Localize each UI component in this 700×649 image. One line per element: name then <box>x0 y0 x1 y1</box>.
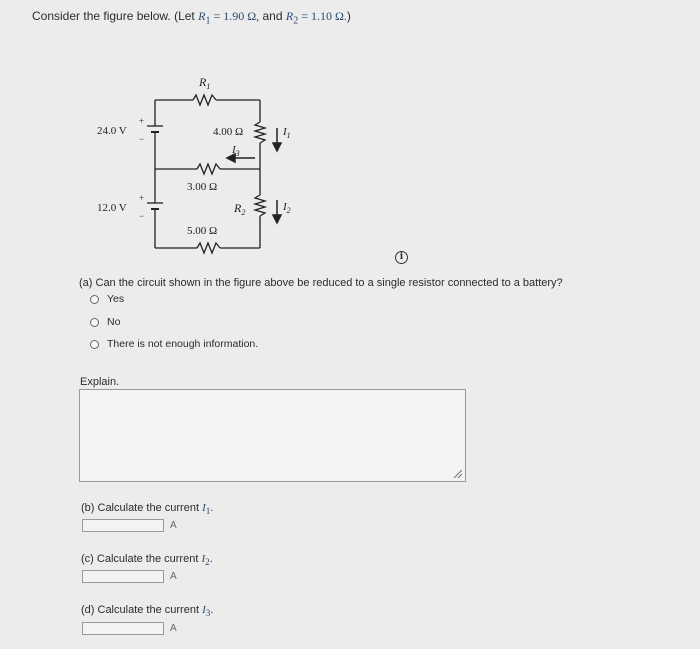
option-yes[interactable] <box>90 293 124 305</box>
resistor-300-label: 3.00 Ω <box>187 181 218 193</box>
intro-and: and <box>259 9 286 23</box>
intro-lead: Consider the figure below. (Let <box>32 9 199 23</box>
r2-value: = 1.10 Ω. <box>298 9 347 23</box>
r1-symbol: $R_1$ <box>198 9 211 27</box>
radio-no[interactable] <box>90 318 99 327</box>
info-icon[interactable]: i <box>395 251 408 264</box>
option-yes-label: Yes <box>107 293 125 305</box>
intro-tail: ) <box>346 9 351 23</box>
option-not-enough-info-label: There is not enough information. <box>107 338 259 350</box>
i3-label: $I_3$ <box>232 144 240 158</box>
resistor-400-label: 4.00 Ω <box>213 126 244 138</box>
option-no[interactable] <box>90 316 120 328</box>
part-d-unit: A <box>170 623 177 634</box>
option-not-enough-info[interactable] <box>90 338 258 350</box>
resistor-300 <box>197 164 220 174</box>
part-d-question: (d) Calculate the current $I_3$. <box>81 604 214 619</box>
explain-textarea[interactable] <box>79 389 466 482</box>
battery1-plus: + <box>139 116 145 126</box>
explain-label: Explain. <box>80 376 120 388</box>
part-c-unit: A <box>170 571 177 582</box>
resistor-500-label: 5.00 Ω <box>187 225 218 237</box>
r2-label: $R_2$ <box>234 201 246 217</box>
part-a-question: (a) Can the circuit shown in the figure above be reduced to a single resistor connected to a battery? <box>79 277 563 289</box>
problem-statement <box>32 9 351 26</box>
part-c-question: (c) Calculate the current $I_2$. <box>81 553 213 568</box>
r1-label: $R_1$ <box>199 75 211 91</box>
battery2-minus: − <box>139 211 145 221</box>
resistor-400 <box>255 122 265 143</box>
r2-resistor <box>255 195 265 216</box>
circuit-diagram <box>95 70 305 260</box>
part-b-unit: A <box>170 520 177 531</box>
radio-yes[interactable] <box>90 295 99 304</box>
part-b-answer-input[interactable] <box>82 519 164 532</box>
i1-label: $I_1$ <box>283 126 291 140</box>
part-b-question: (b) Calculate the current $I_1$. <box>81 502 214 517</box>
part-d-answer-input[interactable] <box>82 622 164 635</box>
resize-grip-icon[interactable] <box>454 470 462 478</box>
battery1-label: 24.0 V <box>97 125 127 137</box>
battery1-minus: − <box>139 134 145 144</box>
r2-symbol: $R_2$ <box>285 9 299 27</box>
part-c-answer-input[interactable] <box>82 570 164 583</box>
battery2-plus: + <box>139 193 145 203</box>
option-no-label: No <box>107 316 121 328</box>
r1-value: = 1.90 Ω, <box>210 9 260 23</box>
battery2-label: 12.0 V <box>97 202 127 214</box>
r1-resistor <box>193 95 216 105</box>
resistor-500 <box>197 243 220 253</box>
radio-not-enough-info[interactable] <box>90 340 99 349</box>
i2-label: $I_2$ <box>283 201 291 215</box>
